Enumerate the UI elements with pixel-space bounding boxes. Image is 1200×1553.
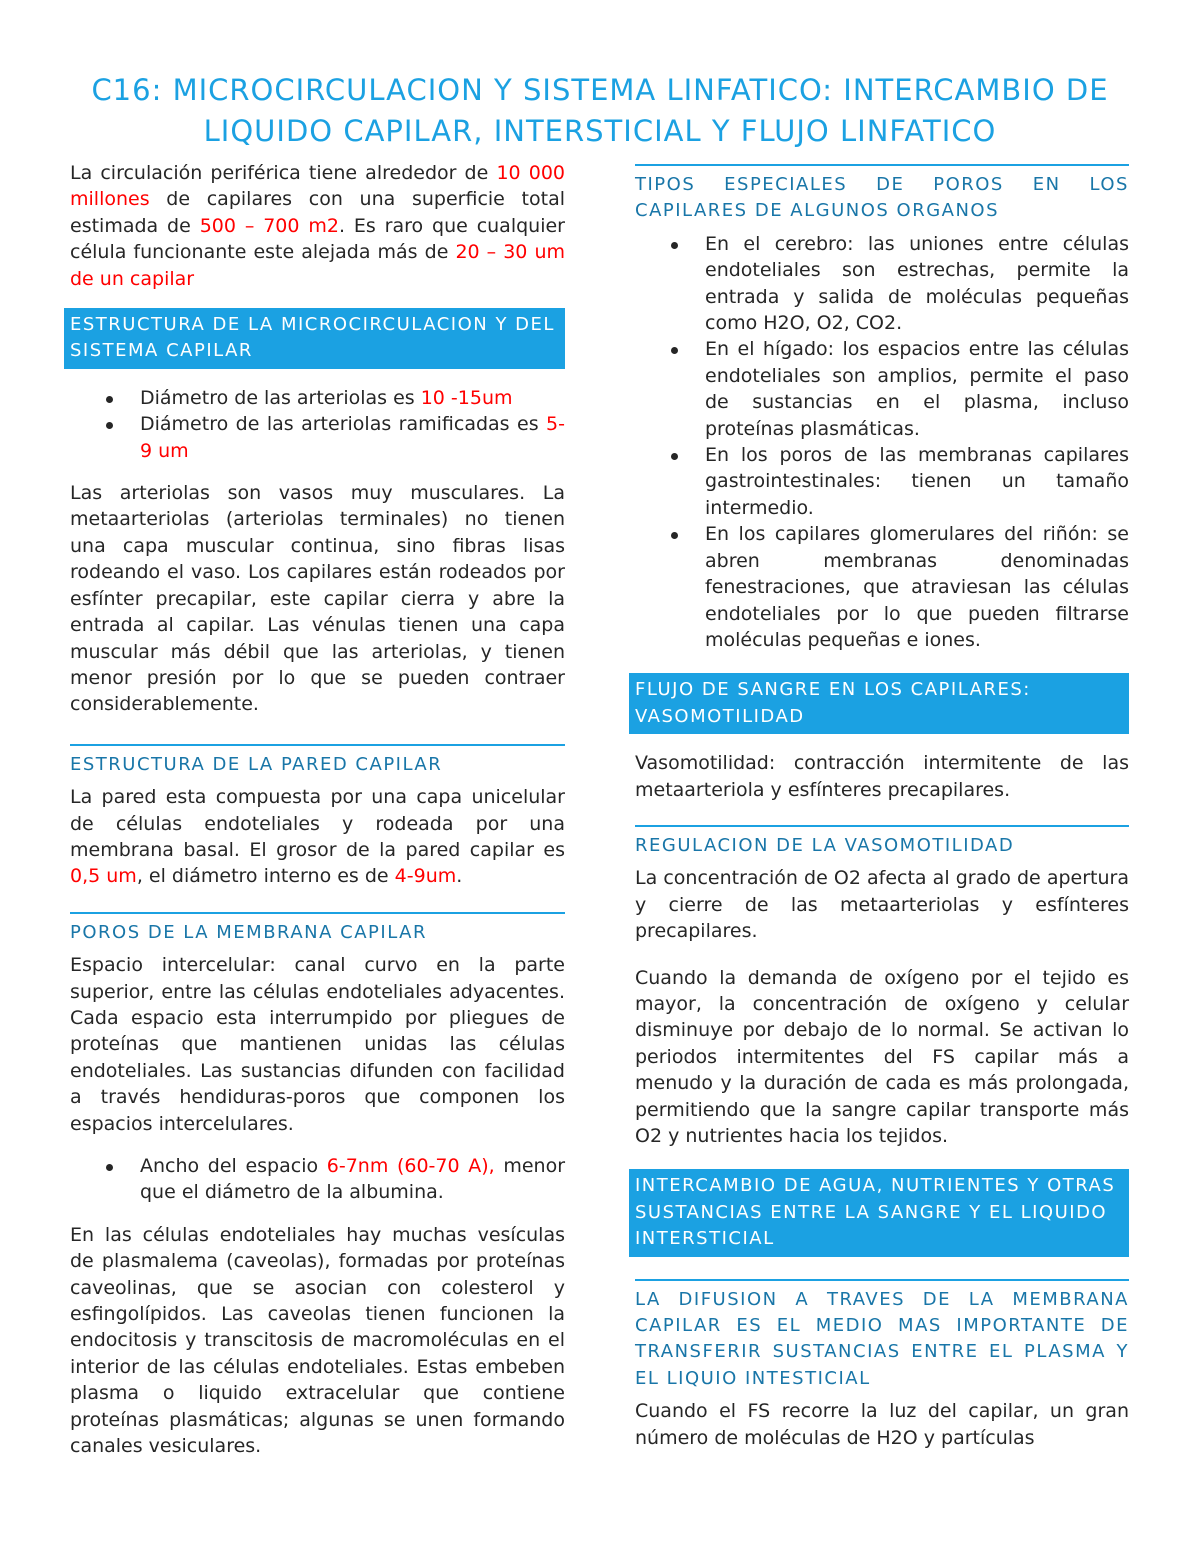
intro-text-1: La circulación periférica tiene alrededor de — [70, 162, 497, 184]
bullet-icon — [671, 347, 678, 354]
heading-intercambio: INTERCAMBIO DE AGUA, NUTRIENTES Y OTRAS SUSTANCIAS ENTRE LA SANGRE Y EL LIQUIDO INTERSTICIAL — [629, 1169, 1129, 1256]
highlight-grosor: 0,5 um — [70, 865, 137, 888]
espacio-intercelular-paragraph: Espacio intercelular: canal curvo en la parte superior, entre las células endoteliales adyacentes. Cada espacio esta interrumpido por pliegues de proteínas que mantienen unidas las células endoteliales. Las sustancias difunden con facilidad a través hendiduras-poros que componen los espacios intercelulares. — [70, 954, 565, 1135]
list-item: En el hígado: los espacios entre las células endoteliales son amplios, permite el paso de sustancias en el plasma, incluso proteínas plasmáticas. — [705, 336, 1129, 442]
list-item: En los capilares glomerulares del riñón: se abren membranas denominadas fenestraciones, que atraviesan las células endoteliales por lo que pueden filtrarse moléculas pequeñas e iones. — [705, 521, 1129, 653]
left-column — [70, 160, 565, 1475]
tipos-poros-list — [635, 231, 1129, 654]
highlight-distancia: 20 – 30 um de un capilar — [70, 241, 565, 290]
highlight-superficie: 500 – 700 m2 — [199, 214, 339, 237]
arteriolas-paragraph: Las arteriolas son vasos muy musculares. La metaarteriolas (arteriolas terminales) no tienen una capa muscular continua, sino fibras lisas rodeando el vaso. Los capilares están rodeados por esfínter precapilar, este capilar cierra y abre la entrada al capilar. Las vénulas tienen una capa muscular más débil que las arteriolas, y tienen menor presión por lo que se pueden contraer considerablemente. — [70, 482, 565, 716]
arteriolas-bullet-list — [70, 385, 565, 464]
list-item: Diámetro de las arteriolas es 10 -15um — [140, 385, 565, 411]
bullet-icon — [671, 532, 678, 539]
intro-text-2: de capilares con una superficie total estimada de — [70, 188, 565, 237]
vasomotilidad-paragraph: Vasomotilidad: contracción intermitente de las metaarteriola y esfínteres precapilares. — [635, 752, 1129, 801]
espacio-bullet-list — [70, 1153, 565, 1206]
heading-difusion: LA DIFUSION A TRAVES DE LA MEMBRANA CAPILAR ES EL MEDIO MAS IMPORTANTE DE TRANSFERIR SUSTANCIAS ENTRE EL PLASMA Y EL LIQUIO INTESTICIAL — [635, 1279, 1129, 1393]
highlight-diametro-interno: 4-9um — [394, 865, 457, 888]
vesiculas-paragraph: En las células endoteliales hay muchas vesículas de plasmalema (caveolas), formadas por proteínas caveolinas, que se asocian con colesterol y esfingolípidos. Las caveolas tienen funcionen la endocitosis y transcitosis de macromoléculas en el interior de las células endoteliales. Estas embeben plasma o liquido extracelular que contiene proteínas plasmáticas; algunas se unen formando canales vesiculares. — [70, 1223, 565, 1458]
highlight-diametro-arteriolas: 10 -15um — [420, 386, 513, 409]
highlight-diametro-ramificadas: 5-9 um — [140, 413, 565, 462]
right-column — [635, 164, 1129, 1467]
bullet-icon — [106, 396, 113, 403]
bullet-icon — [671, 242, 678, 249]
bullet-icon — [106, 1164, 113, 1171]
highlight-capilares-count: 10 000 millones — [70, 162, 566, 211]
heading-pared-capilar: ESTRUCTURA DE LA PARED CAPILAR — [70, 744, 565, 778]
intro-text-3: . Es raro que cualquier célula funcionante este alejada más de — [70, 214, 565, 264]
bullet-icon — [671, 453, 678, 460]
demanda-oxigeno-paragraph: Cuando la demanda de oxígeno por el tejido es mayor, la concentración de oxígeno y celular disminuye por debajo de lo normal. Se activan lo periodos intermitentes del FS capilar más a menudo y la duración de cada es más prolongada, permitiendo que la sangre capilar transporte más O2 y nutrientes hacia los tejidos. — [635, 966, 1129, 1147]
bullet-icon — [106, 422, 113, 429]
pared-paragraph: La pared esta compuesta por una capa unicelular de células endoteliales y rodeada por una membrana basal. El grosor de la pared capilar es 0,5 um, el diámetro interno es de 4-9um. — [70, 786, 565, 888]
list-item: En los poros de las membranas capilares gastrointestinales: tienen un tamaño intermedio. — [705, 442, 1129, 521]
heading-estructura-microcirculacion: ESTRUCTURA DE LA MICROCIRCULACION Y DEL SISTEMA CAPILAR — [64, 308, 565, 369]
highlight-ancho-espacio: 6-7nm (60-70 A), — [326, 1155, 495, 1177]
heading-flujo-sangre: FLUJO DE SANGRE EN LOS CAPILARES: VASOMOTILIDAD — [629, 673, 1129, 734]
heading-regulacion: REGULACION DE LA VASOMOTILIDAD — [635, 825, 1129, 859]
concentracion-paragraph: La concentración de O2 afecta al grado de apertura y cierre de las metaarteriolas y esfínteres precapilares. — [635, 867, 1129, 943]
fs-paragraph: Cuando el FS recorre la luz del capilar, un gran número de moléculas de H2O y partículas — [635, 1400, 1129, 1449]
list-item: Diámetro de las arteriolas ramificadas es 5-9 um — [140, 411, 565, 464]
list-item: Ancho del espacio 6-7nm (60-70 A), menor que el diámetro de la albumina. — [140, 1153, 565, 1206]
heading-poros-membrana: POROS DE LA MEMBRANA CAPILAR — [70, 912, 565, 946]
page-title: C16: MICROCIRCULACION Y SISTEMA LINFATICO: INTERCAMBIO DE LIQUIDO CAPILAR, INTERSTICIAL Y FLUJO LINFATICO — [91, 73, 1109, 148]
intro-paragraph — [70, 160, 565, 292]
heading-tipos-poros: TIPOS ESPECIALES DE POROS EN LOS CAPILARES DE ALGUNOS ORGANOS — [635, 164, 1129, 225]
list-item: En el cerebro: las uniones entre células endoteliales son estrechas, permite la entrada y salida de moléculas pequeñas como H2O, O2, CO2. — [705, 231, 1129, 337]
